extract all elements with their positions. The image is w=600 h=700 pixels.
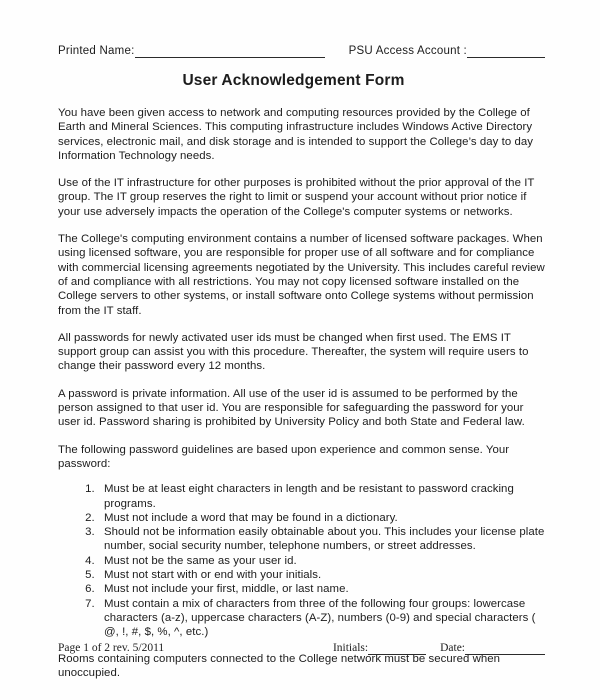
paragraph-acceptable-use: Use of the IT infrastructure for other purposes is prohibited without the prior approval of the IT group. The IT group reserves the right to limit or suspend your account without prior notice if your use adversely impacts the operation of the College's computer systems or networks. [58, 177, 535, 218]
page-number-revision: Page 1 of 2 rev. 5/2011 [58, 642, 165, 654]
list-item: 3. Should not be information easily obtainable about you. This includes your license plate number, social security number, telephone numbers, or street addresses. [98, 525, 545, 554]
page-title: User Acknowledgement Form [182, 72, 405, 89]
document-body [58, 106, 545, 680]
paragraph-password-change: All passwords for newly activated user ids must be changed when first used. The EMS IT support group can assist you with this procedure. Thereafter, the system will require users to change their password every 12 months. [58, 331, 529, 373]
paragraph-password-privacy: A password is private information. All use of the user id is assumed to be performed by the person assigned to that user id. You are responsible for safeguarding the password for your user id. Password sharing is prohibited by University Policy and both State and Federal law. [58, 387, 525, 429]
paragraph-physical-security: Rooms containing computers connected to the College network must be secured when unoccupied. [58, 652, 501, 679]
paragraph-licensed-software: The College's computing environment contains a number of licensed software packages. When using licensed software, you are responsible for proper use of all software and for compliance with commercial licensing agreements negotiated by the University. This includes careful review of and compliance with all restrictions. You may not copy licensed software installed on the College servers to other systems, or install software onto College systems without permission from the IT staff. [58, 233, 545, 317]
initials-label: Initials: [332, 642, 369, 654]
date-label: Date: [440, 642, 465, 654]
paragraph-access-grant: You have been given access to network and computing resources provided by the College of Earth and Mineral Sciences. This computing infrastructure includes Windows Active Directory services, electronic mail, and disk storage and is intended to support the College’s day to day Information Technology needs. [58, 107, 534, 162]
psu-access-account-label: PSU Access Account : [348, 45, 467, 57]
list-item: 6. Must not include your first, middle, or last name. [98, 582, 545, 596]
list-item: 7. Must contain a mix of characters from three of the following four groups: lowercase characters (a-z), uppercase characters (A-Z), numbers (0-9) and special characters ( @, !, #, $, %, ^, etc.) [98, 597, 545, 640]
date-field[interactable] [440, 641, 545, 655]
initials-input-rule[interactable] [368, 643, 426, 655]
printed-name-label: Printed Name: [58, 45, 135, 57]
psu-access-account-input-rule[interactable] [467, 46, 545, 58]
password-guidelines-list [58, 482, 545, 639]
paragraph-guidelines-intro: The following password guidelines are based upon experience and common sense. Your password: [58, 443, 510, 470]
page-footer [58, 641, 545, 655]
list-item: 4. Must not be the same as your user id. [98, 554, 545, 568]
initials-field[interactable] [333, 641, 426, 655]
printed-name-input-rule[interactable] [135, 46, 325, 58]
date-input-rule[interactable] [465, 643, 545, 655]
list-item: 5. Must not start with or end with your initials. [98, 568, 545, 582]
form-header [58, 44, 545, 58]
printed-name-field[interactable] [58, 44, 325, 58]
list-item: 1. Must be at least eight characters in length and be resistant to password cracking programs. [98, 482, 545, 511]
psu-access-account-field[interactable] [349, 44, 545, 58]
list-item: 2. Must not include a word that may be found in a dictionary. [98, 511, 545, 525]
